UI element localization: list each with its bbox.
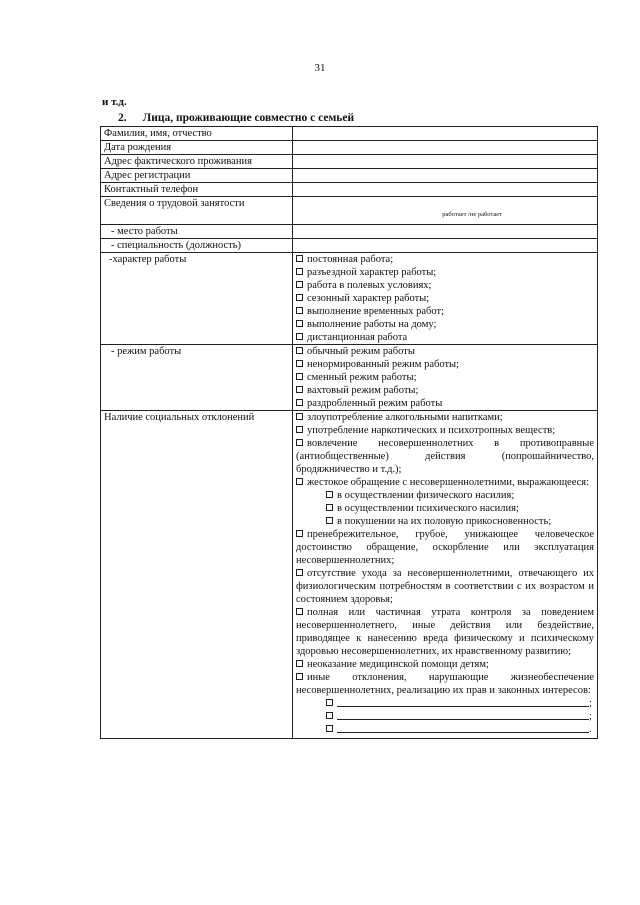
label-registration-address: Адрес регистрации: [101, 169, 293, 183]
label-actual-address: Адрес фактического проживания: [101, 155, 293, 169]
checkbox-icon[interactable]: [296, 333, 303, 340]
checkbox-icon[interactable]: [326, 725, 333, 732]
checkbox-option[interactable]: в осуществлении физического насилия;: [296, 489, 594, 502]
table-row: [101, 411, 598, 739]
checkbox-option[interactable]: злоупотребление алкогольными напитками;: [296, 411, 594, 424]
checkbox-option[interactable]: полная или частичная утрата контроля за поведением несовершеннолетнего, иные действия или бездействие, приводящее к нанесению вреда физическому и психическому здоровью несовершеннолетних, их нравственному развитию;: [296, 607, 594, 657]
table-row: [101, 183, 598, 197]
checkbox-icon[interactable]: [296, 530, 303, 537]
blank-line-row[interactable]: .: [296, 723, 594, 736]
checkbox-option[interactable]: выполнение временных работ;: [296, 305, 594, 318]
label-fio: Фамилия, имя, отчество: [101, 127, 293, 141]
checkbox-icon[interactable]: [326, 712, 333, 719]
label-dob: Дата рождения: [101, 141, 293, 155]
deviation-options: [293, 411, 598, 739]
checkbox-icon[interactable]: [296, 478, 303, 485]
checkbox-icon[interactable]: [326, 491, 333, 498]
page-number: 31: [314, 62, 326, 74]
checkbox-option[interactable]: разъездной характер работы;: [296, 266, 594, 279]
checkbox-option[interactable]: выполнение работы на дому;: [296, 318, 594, 331]
checkbox-icon[interactable]: [296, 307, 303, 314]
checkbox-icon[interactable]: [296, 413, 303, 420]
checkbox-option[interactable]: обычный режим работы: [296, 345, 594, 358]
checkbox-option[interactable]: пренебрежительное, грубое, унижающее человеческое достоинство обращение, оскорбление или эксплуатация несовершеннолетних;: [296, 529, 594, 566]
fill-line[interactable]: [337, 723, 589, 733]
table-row: [101, 169, 598, 183]
checkbox-option[interactable]: жестокое обращение с несовершеннолетними, выражающееся:: [296, 476, 594, 489]
checkbox-option[interactable]: постоянная работа;: [296, 253, 594, 266]
label-work-nature: -характер работы: [101, 253, 293, 345]
table-row: [101, 127, 598, 141]
field-fio[interactable]: [293, 127, 598, 141]
blank-line-row[interactable]: ;: [296, 710, 594, 723]
etc-text: и т.д.: [102, 96, 127, 108]
checkbox-icon[interactable]: [326, 504, 333, 511]
label-workplace: - место работы: [101, 225, 293, 239]
table-row: [101, 197, 598, 225]
checkbox-icon[interactable]: [296, 673, 303, 680]
checkbox-icon[interactable]: [296, 660, 303, 667]
section-number: 2.: [118, 112, 127, 124]
checkbox-icon[interactable]: [296, 360, 303, 367]
checkbox-option[interactable]: ненормированный режим работы;: [296, 358, 594, 371]
label-work-mode: - режим работы: [101, 345, 293, 411]
field-workplace[interactable]: [293, 225, 598, 239]
checkbox-option[interactable]: работа в полевых условиях;: [296, 279, 594, 292]
checkbox-icon[interactable]: [296, 399, 303, 406]
table-row: [101, 155, 598, 169]
checkbox-icon[interactable]: [326, 699, 333, 706]
checkbox-option[interactable]: сменный режим работы;: [296, 371, 594, 384]
cohabitants-form-table: [100, 126, 598, 739]
field-specialty[interactable]: [293, 239, 598, 253]
label-employment: Сведения о трудовой занятости: [101, 197, 293, 225]
checkbox-icon[interactable]: [296, 439, 303, 446]
checkbox-icon[interactable]: [296, 386, 303, 393]
checkbox-icon[interactable]: [296, 608, 303, 615]
checkbox-option[interactable]: вовлечение несовершеннолетних в противоправные (антиобщественные) действия (попрошайничество, бродяжничество и т.д.);: [296, 438, 594, 475]
checkbox-option[interactable]: дистанционная работа: [296, 331, 594, 344]
checkbox-icon[interactable]: [296, 281, 303, 288]
section-title: [118, 112, 354, 124]
checkbox-icon[interactable]: [326, 517, 333, 524]
checkbox-option[interactable]: сезонный характер работы;: [296, 292, 594, 305]
checkbox-option[interactable]: отсутствие ухода за несовершеннолетними, отвечающего их физиологическим потребностям в соответствии с их возрастом и состоянием здоровья;: [296, 568, 594, 605]
checkbox-icon[interactable]: [296, 268, 303, 275]
checkbox-icon[interactable]: [296, 320, 303, 327]
work-nature-options: [293, 253, 598, 345]
label-specialty: - специальность (должность): [101, 239, 293, 253]
blank-line-row[interactable]: ;: [296, 697, 594, 710]
table-row: [101, 225, 598, 239]
checkbox-option[interactable]: в покушении на их половую прикосновенность;: [296, 515, 594, 528]
field-registration-address[interactable]: [293, 169, 598, 183]
table-row: [101, 253, 598, 345]
checkbox-icon[interactable]: [296, 294, 303, 301]
table-row: [101, 345, 598, 411]
label-phone: Контактный телефон: [101, 183, 293, 197]
work-mode-options: [293, 345, 598, 411]
checkbox-icon[interactable]: [296, 426, 303, 433]
field-actual-address[interactable]: [293, 155, 598, 169]
checkbox-icon[interactable]: [296, 373, 303, 380]
fill-line[interactable]: [337, 710, 589, 720]
fill-line[interactable]: [337, 697, 589, 707]
checkbox-option[interactable]: вахтовый режим работы;: [296, 384, 594, 397]
checkbox-option[interactable]: в осуществлении психического насилия;: [296, 502, 594, 515]
checkbox-icon[interactable]: [296, 347, 303, 354]
checkbox-option[interactable]: употребление наркотических и психотропных веществ;: [296, 424, 594, 437]
table-row: [101, 239, 598, 253]
checkbox-option[interactable]: иные отклонения, нарушающие жизнеобеспечение несовершеннолетних, реализацию их прав и законных интересов:: [296, 672, 594, 696]
checkbox-icon[interactable]: [296, 255, 303, 262]
employment-note: работает /не работает: [442, 211, 502, 218]
label-social-deviations: Наличие социальных отклонений: [101, 411, 293, 739]
field-employment[interactable]: [293, 197, 598, 225]
checkbox-option[interactable]: раздробленный режим работы: [296, 397, 594, 410]
field-dob[interactable]: [293, 141, 598, 155]
section-title-text: Лица, проживающие совместно с семьей: [142, 112, 355, 124]
checkbox-option[interactable]: неоказание медицинской помощи детям;: [296, 658, 594, 671]
field-phone[interactable]: [293, 183, 598, 197]
table-row: [101, 141, 598, 155]
checkbox-icon[interactable]: [296, 569, 303, 576]
